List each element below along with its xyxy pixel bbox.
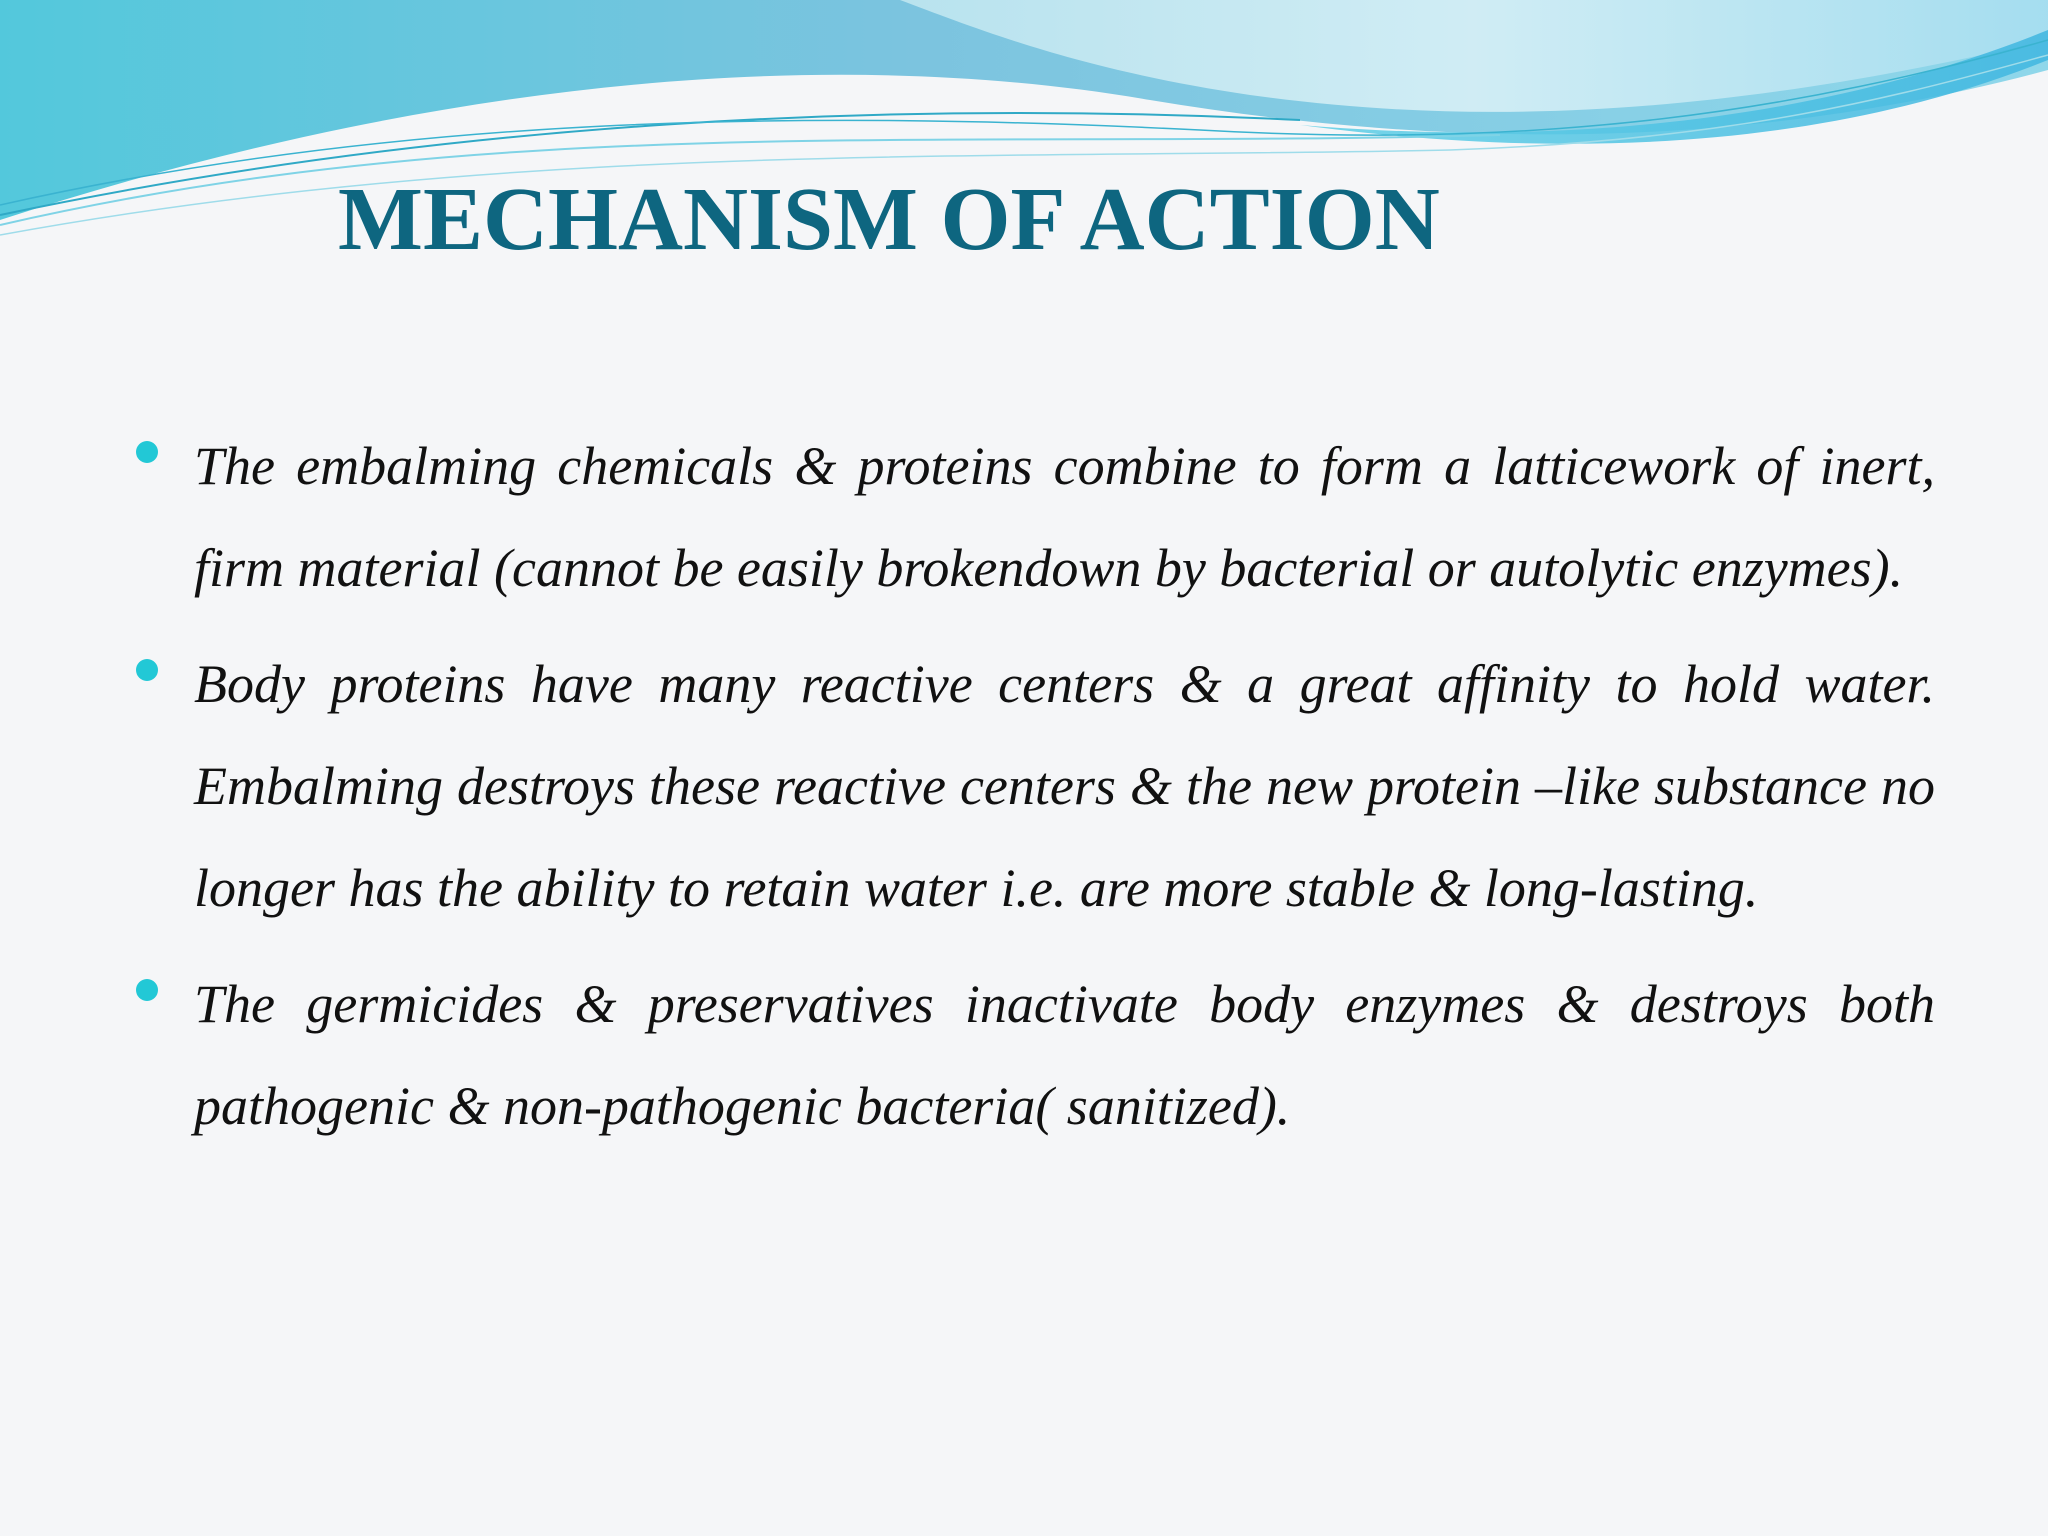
bullet-list	[130, 415, 1935, 1171]
slide-title: MECHANISM OF ACTION	[338, 170, 1440, 269]
bullet-text: The embalming chemicals & proteins combine to form a latticework of inert, firm material (cannot be easily brokendown by bacterial or autolytic enzymes).	[194, 436, 1935, 598]
bullet-dot-icon	[136, 979, 158, 1001]
bullet-dot-icon	[136, 659, 158, 681]
bullet-item	[130, 633, 1935, 939]
bullet-text: Body proteins have many reactive centers & a great affinity to hold water. Embalming destroys these reactive centers & the new protein –like substance no longer has the ability to retain water i.e. are more stable & long-lasting.	[194, 654, 1935, 918]
bullet-item	[130, 415, 1935, 619]
bullet-dot-icon	[136, 441, 158, 463]
bullet-item	[130, 953, 1935, 1157]
bullet-text: The germicides & preservatives inactivate body enzymes & destroys both pathogenic & non-pathogenic bacteria( sanitized).	[194, 974, 1935, 1136]
